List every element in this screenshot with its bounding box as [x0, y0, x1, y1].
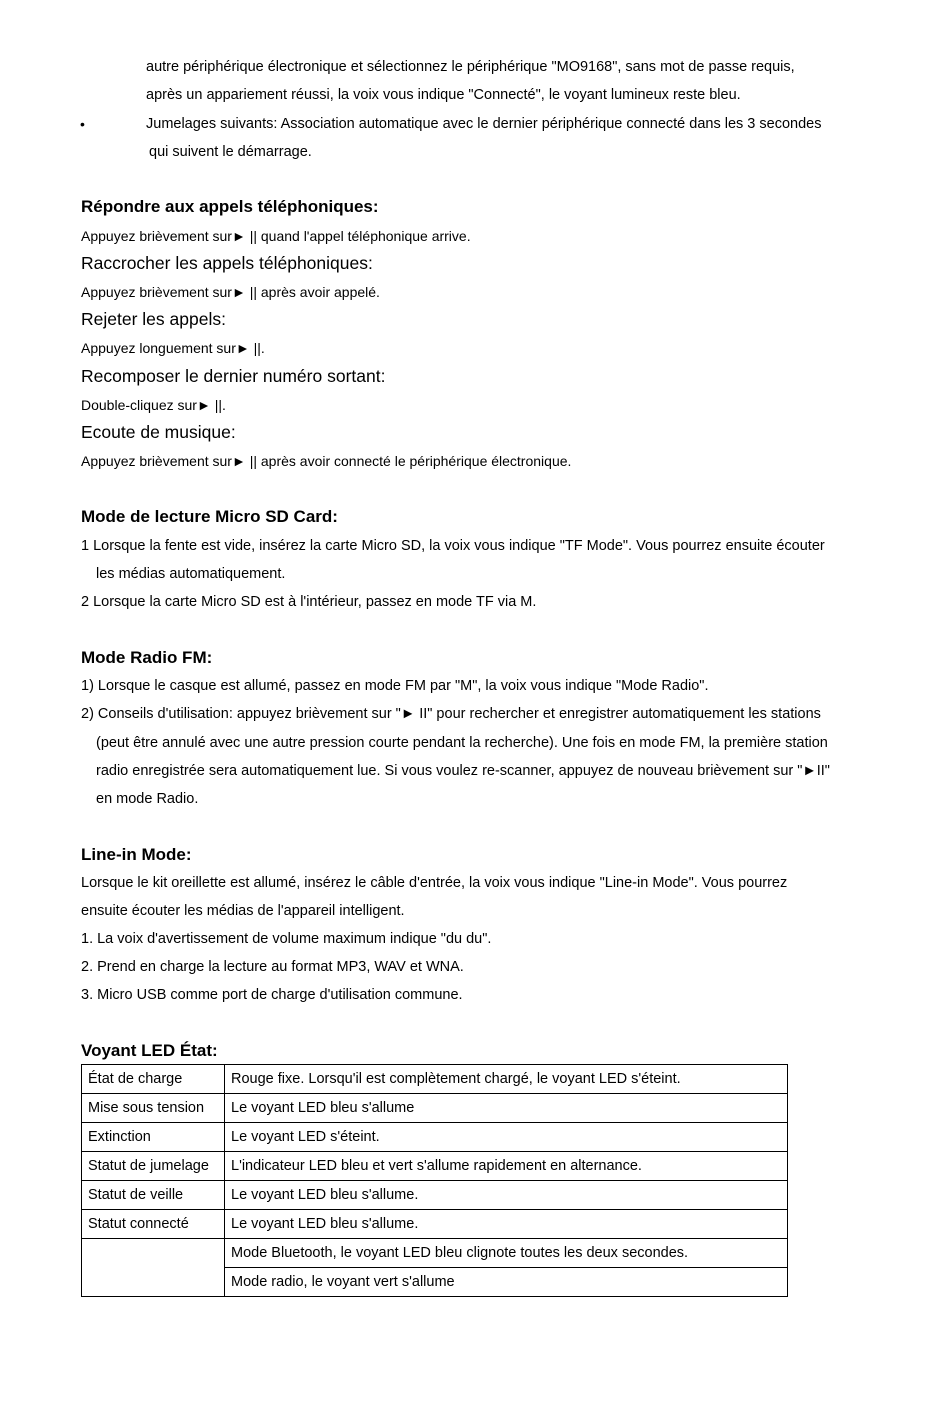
- heading-redial: Recomposer le dernier numéro sortant:: [81, 366, 386, 386]
- led-desc-cell: Le voyant LED s'éteint.: [225, 1123, 788, 1152]
- table-row: [82, 1210, 788, 1239]
- radio-line-3: (peut être annulé avec une autre pression courte pendant la recherche). Une fois en mode FM, la première station: [96, 735, 828, 751]
- linein-line-1: Lorsque le kit oreillette est allumé, insérez le câble d'entrée, la voix vous indique "Line-in Mode". Vous pourrez: [81, 875, 788, 891]
- led-state-cell: Statut de jumelage: [82, 1152, 225, 1181]
- led-state-cell: État de charge: [82, 1065, 225, 1094]
- led-state-cell: Statut connecté: [82, 1210, 225, 1239]
- linein-line-2: ensuite écouter les médias de l'appareil intelligent.: [81, 903, 405, 919]
- led-desc-cell: L'indicateur LED bleu et vert s'allume rapidement en alternance.: [225, 1152, 788, 1181]
- intro-line-3: Jumelages suivants: Association automatique avec le dernier périphérique connecté dans les 3 secondes: [146, 116, 822, 132]
- heading-hangup: Raccrocher les appels téléphoniques:: [81, 253, 373, 273]
- led-desc-cell: Mode radio, le voyant vert s'allume: [225, 1268, 788, 1297]
- led-desc-cell: Le voyant LED bleu s'allume: [225, 1094, 788, 1123]
- led-desc-cell: Mode Bluetooth, le voyant LED bleu clignote toutes les deux secondes.: [225, 1239, 788, 1268]
- sd-line-1: 1 Lorsque la fente est vide, insérez la carte Micro SD, la voix vous indique "TF Mode". Vous pourrez ensuite écouter: [81, 538, 825, 554]
- linein-line-4: 2. Prend en charge la lecture au format MP3, WAV et WNA.: [81, 959, 464, 975]
- table-row: [82, 1123, 788, 1152]
- heading-music: Ecoute de musique:: [81, 422, 236, 442]
- led-state-cell: Mise sous tension: [82, 1094, 225, 1123]
- led-desc-cell: Le voyant LED bleu s'allume.: [225, 1210, 788, 1239]
- table-row: [82, 1065, 788, 1094]
- radio-line-5: en mode Radio.: [96, 791, 199, 807]
- table-row: [82, 1152, 788, 1181]
- bullet-marker: •: [80, 116, 85, 132]
- led-desc-cell: Rouge fixe. Lorsqu'il est complètement chargé, le voyant LED s'éteint.: [225, 1065, 788, 1094]
- heading-reject: Rejeter les appels:: [81, 309, 226, 329]
- table-row: [82, 1239, 788, 1268]
- heading-led-status: Voyant LED État:: [81, 1041, 218, 1060]
- text-reject: Appuyez longuement sur► ||.: [81, 340, 265, 356]
- radio-line-1: 1) Lorsque le casque est allumé, passez en mode FM par "M", la voix vous indique "Mode Radio".: [81, 678, 709, 694]
- intro-line-2: après un appariement réussi, la voix vous indique "Connecté", le voyant lumineux reste bleu.: [146, 87, 741, 103]
- heading-sd-mode: Mode de lecture Micro SD Card:: [81, 507, 338, 526]
- led-state-cell-merged: [82, 1239, 225, 1297]
- intro-line-4: qui suivent le démarrage.: [149, 144, 312, 160]
- heading-line-in: Line-in Mode:: [81, 845, 192, 864]
- table-row: [82, 1181, 788, 1210]
- led-desc-cell: Le voyant LED bleu s'allume.: [225, 1181, 788, 1210]
- intro-line-1: autre périphérique électronique et sélectionnez le périphérique "MO9168", sans mot de passe requis,: [146, 59, 795, 75]
- text-music: Appuyez brièvement sur► || après avoir connecté le périphérique électronique.: [81, 453, 572, 469]
- radio-line-4: radio enregistrée sera automatiquement lue. Si vous voulez re-scanner, appuyez de nouveau brièvement sur "►II": [96, 763, 830, 779]
- led-status-table: [81, 1064, 788, 1297]
- led-state-cell: Statut de veille: [82, 1181, 225, 1210]
- heading-radio-mode: Mode Radio FM:: [81, 648, 213, 667]
- linein-line-5: 3. Micro USB comme port de charge d'utilisation commune.: [81, 987, 463, 1003]
- heading-answer-calls: Répondre aux appels téléphoniques:: [81, 197, 379, 216]
- radio-line-2: 2) Conseils d'utilisation: appuyez brièvement sur "► II" pour rechercher et enregistrer automatiquement les stations: [81, 706, 821, 722]
- text-hangup: Appuyez brièvement sur► || après avoir appelé.: [81, 284, 380, 300]
- text-answer-calls: Appuyez brièvement sur► || quand l'appel téléphonique arrive.: [81, 228, 471, 244]
- sd-line-3: 2 Lorsque la carte Micro SD est à l'intérieur, passez en mode TF via M.: [81, 594, 537, 610]
- sd-line-2: les médias automatiquement.: [96, 566, 286, 582]
- text-redial: Double-cliquez sur► ||.: [81, 397, 226, 413]
- led-state-cell: Extinction: [82, 1123, 225, 1152]
- table-row: [82, 1094, 788, 1123]
- linein-line-3: 1. La voix d'avertissement de volume maximum indique "du du".: [81, 931, 492, 947]
